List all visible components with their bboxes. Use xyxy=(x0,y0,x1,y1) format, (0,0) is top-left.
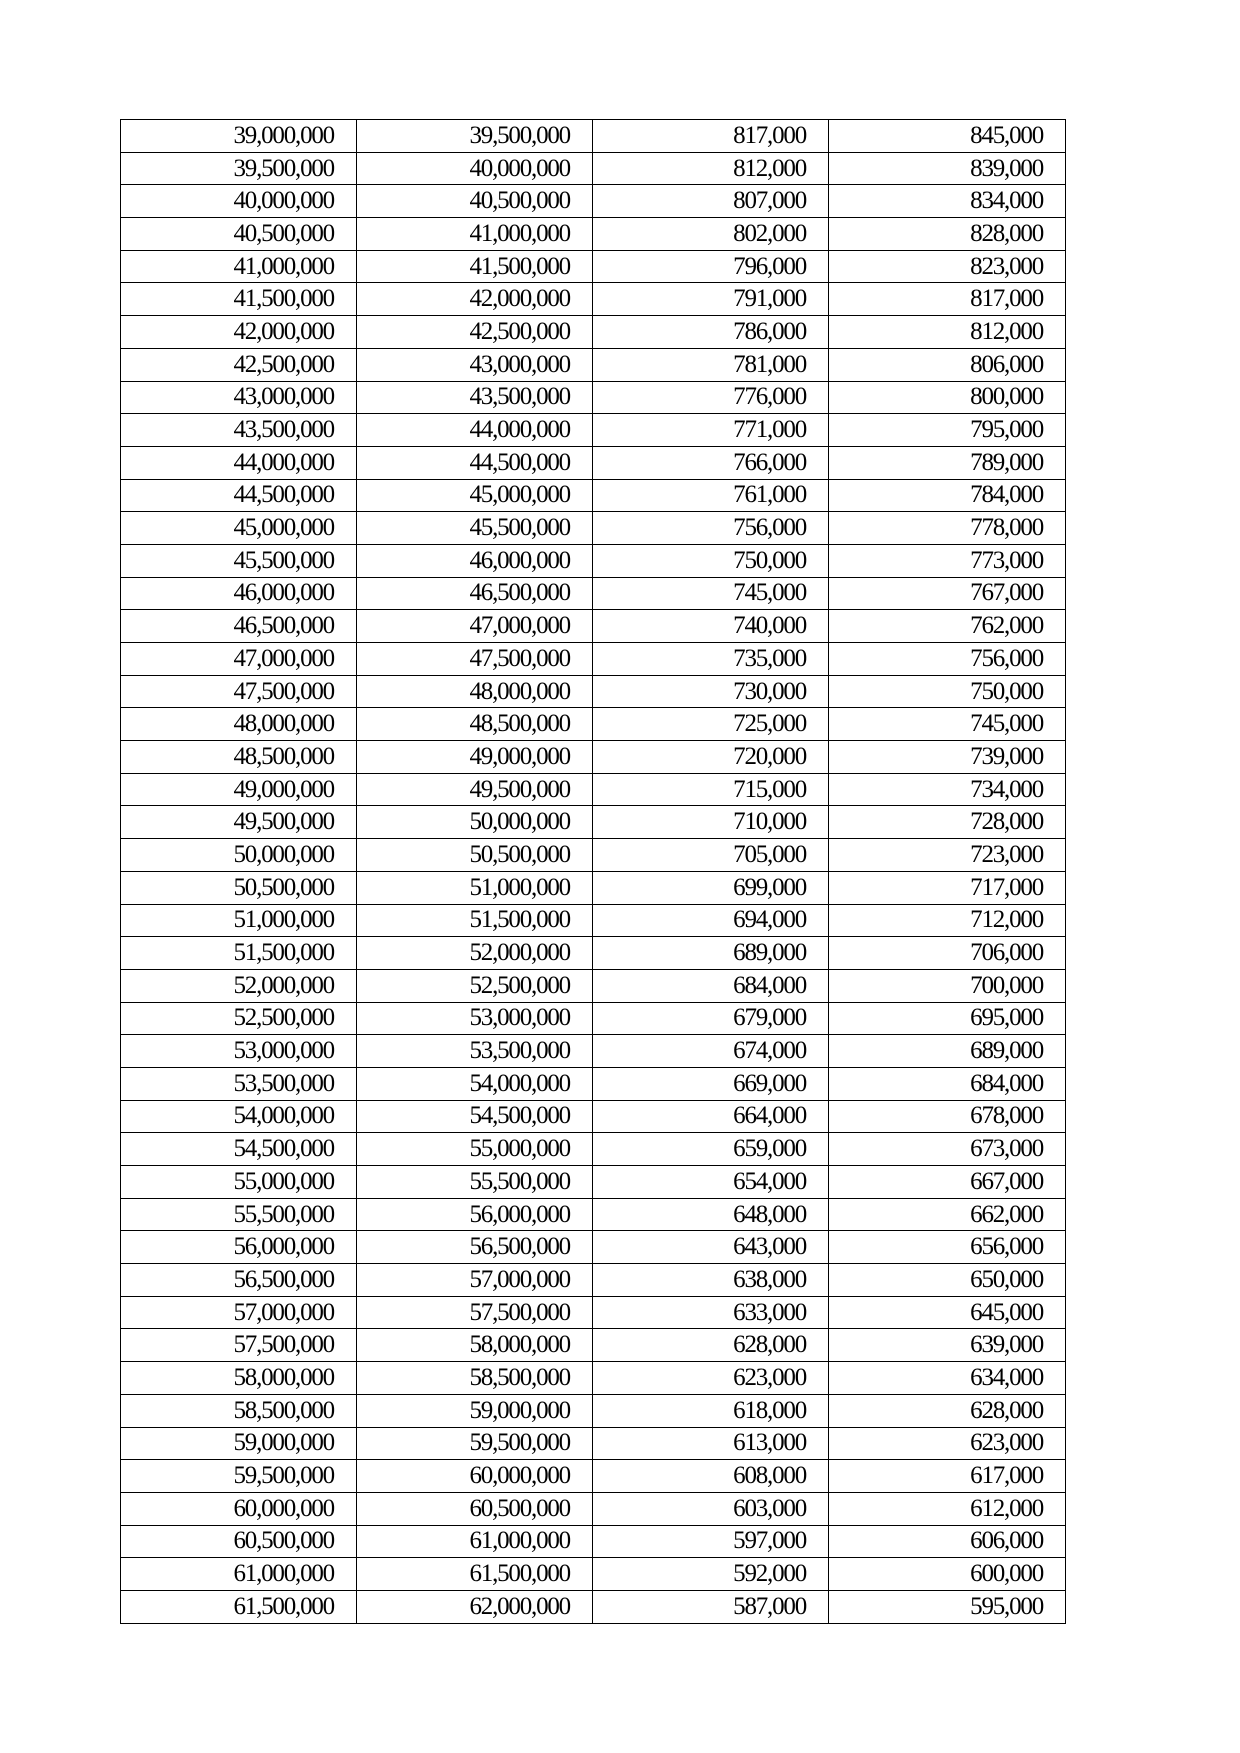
table-cell: 730,000 xyxy=(593,675,829,708)
table-body xyxy=(121,120,1066,1624)
table-cell: 717,000 xyxy=(829,871,1066,904)
table-cell: 47,500,000 xyxy=(121,675,357,708)
table-cell: 776,000 xyxy=(593,381,829,414)
table-cell: 806,000 xyxy=(829,348,1066,381)
table-row xyxy=(121,1460,1066,1493)
table-cell: 45,500,000 xyxy=(121,544,357,577)
table-cell: 58,000,000 xyxy=(357,1329,593,1362)
table-cell: 623,000 xyxy=(829,1427,1066,1460)
table-row xyxy=(121,1329,1066,1362)
table-row xyxy=(121,152,1066,185)
table-cell: 57,500,000 xyxy=(121,1329,357,1362)
table-cell: 612,000 xyxy=(829,1492,1066,1525)
table-row xyxy=(121,185,1066,218)
table-row xyxy=(121,1100,1066,1133)
table-cell: 47,500,000 xyxy=(357,643,593,676)
table-cell: 45,500,000 xyxy=(357,512,593,545)
table-cell: 55,000,000 xyxy=(121,1166,357,1199)
table-cell: 55,500,000 xyxy=(357,1166,593,1199)
table-row xyxy=(121,577,1066,610)
table-cell: 54,000,000 xyxy=(357,1067,593,1100)
table-cell: 41,500,000 xyxy=(121,283,357,316)
table-row xyxy=(121,348,1066,381)
table-cell: 50,000,000 xyxy=(121,839,357,872)
table-cell: 802,000 xyxy=(593,218,829,251)
table-cell: 595,000 xyxy=(829,1590,1066,1623)
table-cell: 694,000 xyxy=(593,904,829,937)
table-cell: 48,500,000 xyxy=(121,741,357,774)
table-cell: 43,500,000 xyxy=(357,381,593,414)
table-cell: 42,000,000 xyxy=(357,283,593,316)
table-cell: 46,000,000 xyxy=(357,544,593,577)
table-cell: 800,000 xyxy=(829,381,1066,414)
table-row xyxy=(121,544,1066,577)
table-cell: 48,000,000 xyxy=(121,708,357,741)
table-cell: 750,000 xyxy=(829,675,1066,708)
table-cell: 712,000 xyxy=(829,904,1066,937)
table-row xyxy=(121,675,1066,708)
table-cell: 735,000 xyxy=(593,643,829,676)
table-cell: 58,500,000 xyxy=(357,1362,593,1395)
table-cell: 761,000 xyxy=(593,479,829,512)
table-cell: 49,500,000 xyxy=(121,806,357,839)
table-cell: 674,000 xyxy=(593,1035,829,1068)
table-cell: 817,000 xyxy=(829,283,1066,316)
table-cell: 723,000 xyxy=(829,839,1066,872)
table-cell: 771,000 xyxy=(593,414,829,447)
table-cell: 613,000 xyxy=(593,1427,829,1460)
table-cell: 643,000 xyxy=(593,1231,829,1264)
table-cell: 766,000 xyxy=(593,446,829,479)
table-cell: 40,000,000 xyxy=(121,185,357,218)
table-cell: 669,000 xyxy=(593,1067,829,1100)
table-cell: 57,000,000 xyxy=(121,1296,357,1329)
table-cell: 628,000 xyxy=(593,1329,829,1362)
table-cell: 44,000,000 xyxy=(121,446,357,479)
table-cell: 656,000 xyxy=(829,1231,1066,1264)
table-cell: 49,500,000 xyxy=(357,773,593,806)
table-cell: 628,000 xyxy=(829,1394,1066,1427)
table-cell: 52,500,000 xyxy=(357,969,593,1002)
table-cell: 834,000 xyxy=(829,185,1066,218)
table-cell: 62,000,000 xyxy=(357,1590,593,1623)
table-cell: 664,000 xyxy=(593,1100,829,1133)
table-cell: 734,000 xyxy=(829,773,1066,806)
table-row xyxy=(121,250,1066,283)
table-cell: 600,000 xyxy=(829,1558,1066,1591)
table-cell: 807,000 xyxy=(593,185,829,218)
table-cell: 745,000 xyxy=(593,577,829,610)
document-page xyxy=(120,119,1065,1624)
table-cell: 667,000 xyxy=(829,1166,1066,1199)
table-cell: 60,000,000 xyxy=(357,1460,593,1493)
table-cell: 61,500,000 xyxy=(121,1590,357,1623)
table-cell: 817,000 xyxy=(593,120,829,153)
table-cell: 47,000,000 xyxy=(121,643,357,676)
table-row xyxy=(121,839,1066,872)
table-cell: 756,000 xyxy=(593,512,829,545)
table-cell: 633,000 xyxy=(593,1296,829,1329)
table-cell: 53,500,000 xyxy=(357,1035,593,1068)
table-cell: 60,000,000 xyxy=(121,1492,357,1525)
table-row xyxy=(121,1002,1066,1035)
table-cell: 839,000 xyxy=(829,152,1066,185)
table-cell: 48,000,000 xyxy=(357,675,593,708)
table-cell: 592,000 xyxy=(593,1558,829,1591)
table-cell: 828,000 xyxy=(829,218,1066,251)
table-cell: 608,000 xyxy=(593,1460,829,1493)
table-row xyxy=(121,741,1066,774)
table-row xyxy=(121,446,1066,479)
table-cell: 55,000,000 xyxy=(357,1133,593,1166)
table-cell: 39,500,000 xyxy=(357,120,593,153)
table-cell: 56,000,000 xyxy=(357,1198,593,1231)
table-cell: 39,000,000 xyxy=(121,120,357,153)
table-cell: 762,000 xyxy=(829,610,1066,643)
table-cell: 654,000 xyxy=(593,1166,829,1199)
table-row xyxy=(121,1067,1066,1100)
table-cell: 61,500,000 xyxy=(357,1558,593,1591)
table-cell: 52,000,000 xyxy=(357,937,593,970)
table-cell: 638,000 xyxy=(593,1264,829,1297)
table-cell: 59,500,000 xyxy=(357,1427,593,1460)
table-cell: 720,000 xyxy=(593,741,829,774)
table-row xyxy=(121,871,1066,904)
table-cell: 618,000 xyxy=(593,1394,829,1427)
table-cell: 44,500,000 xyxy=(121,479,357,512)
table-cell: 689,000 xyxy=(593,937,829,970)
table-cell: 705,000 xyxy=(593,839,829,872)
table-row xyxy=(121,1394,1066,1427)
table-cell: 48,500,000 xyxy=(357,708,593,741)
table-row xyxy=(121,1133,1066,1166)
table-cell: 715,000 xyxy=(593,773,829,806)
table-cell: 684,000 xyxy=(829,1067,1066,1100)
table-cell: 39,500,000 xyxy=(121,152,357,185)
table-cell: 40,000,000 xyxy=(357,152,593,185)
table-cell: 46,500,000 xyxy=(121,610,357,643)
table-cell: 49,000,000 xyxy=(357,741,593,774)
table-cell: 56,500,000 xyxy=(357,1231,593,1264)
table-cell: 740,000 xyxy=(593,610,829,643)
table-cell: 812,000 xyxy=(593,152,829,185)
table-cell: 41,500,000 xyxy=(357,250,593,283)
table-cell: 53,000,000 xyxy=(357,1002,593,1035)
table-cell: 57,000,000 xyxy=(357,1264,593,1297)
table-row xyxy=(121,283,1066,316)
table-cell: 650,000 xyxy=(829,1264,1066,1297)
table-cell: 59,000,000 xyxy=(357,1394,593,1427)
table-cell: 756,000 xyxy=(829,643,1066,676)
table-cell: 784,000 xyxy=(829,479,1066,512)
table-cell: 58,500,000 xyxy=(121,1394,357,1427)
table-cell: 45,000,000 xyxy=(121,512,357,545)
table-cell: 689,000 xyxy=(829,1035,1066,1068)
table-cell: 52,000,000 xyxy=(121,969,357,1002)
table-cell: 700,000 xyxy=(829,969,1066,1002)
table-row xyxy=(121,1035,1066,1068)
table-row xyxy=(121,610,1066,643)
table-row xyxy=(121,1296,1066,1329)
table-cell: 50,500,000 xyxy=(121,871,357,904)
table-cell: 57,500,000 xyxy=(357,1296,593,1329)
table-cell: 55,500,000 xyxy=(121,1198,357,1231)
table-row xyxy=(121,1558,1066,1591)
table-cell: 51,000,000 xyxy=(121,904,357,937)
table-cell: 659,000 xyxy=(593,1133,829,1166)
table-cell: 684,000 xyxy=(593,969,829,1002)
table-row xyxy=(121,316,1066,349)
table-row xyxy=(121,1198,1066,1231)
table-row xyxy=(121,904,1066,937)
table-row xyxy=(121,120,1066,153)
table-cell: 728,000 xyxy=(829,806,1066,839)
table-cell: 54,500,000 xyxy=(121,1133,357,1166)
table-row xyxy=(121,381,1066,414)
table-cell: 781,000 xyxy=(593,348,829,381)
table-cell: 823,000 xyxy=(829,250,1066,283)
table-cell: 42,000,000 xyxy=(121,316,357,349)
table-cell: 845,000 xyxy=(829,120,1066,153)
table-row xyxy=(121,1166,1066,1199)
table-cell: 59,500,000 xyxy=(121,1460,357,1493)
table-cell: 750,000 xyxy=(593,544,829,577)
table-cell: 40,500,000 xyxy=(121,218,357,251)
table-row xyxy=(121,1362,1066,1395)
table-cell: 50,500,000 xyxy=(357,839,593,872)
table-cell: 44,500,000 xyxy=(357,446,593,479)
table-cell: 51,500,000 xyxy=(357,904,593,937)
table-row xyxy=(121,643,1066,676)
table-cell: 54,500,000 xyxy=(357,1100,593,1133)
table-cell: 49,000,000 xyxy=(121,773,357,806)
table-row xyxy=(121,1590,1066,1623)
table-cell: 40,500,000 xyxy=(357,185,593,218)
table-cell: 796,000 xyxy=(593,250,829,283)
table-cell: 61,000,000 xyxy=(121,1558,357,1591)
table-row xyxy=(121,1427,1066,1460)
table-cell: 745,000 xyxy=(829,708,1066,741)
table-cell: 58,000,000 xyxy=(121,1362,357,1395)
table-cell: 41,000,000 xyxy=(357,218,593,251)
table-row xyxy=(121,479,1066,512)
table-cell: 710,000 xyxy=(593,806,829,839)
table-row xyxy=(121,512,1066,545)
table-cell: 634,000 xyxy=(829,1362,1066,1395)
table-row xyxy=(121,1264,1066,1297)
table-cell: 46,000,000 xyxy=(121,577,357,610)
table-cell: 587,000 xyxy=(593,1590,829,1623)
table-cell: 51,500,000 xyxy=(121,937,357,970)
table-cell: 47,000,000 xyxy=(357,610,593,643)
table-cell: 791,000 xyxy=(593,283,829,316)
table-cell: 617,000 xyxy=(829,1460,1066,1493)
table-row xyxy=(121,218,1066,251)
table-cell: 597,000 xyxy=(593,1525,829,1558)
table-cell: 43,000,000 xyxy=(357,348,593,381)
table-cell: 786,000 xyxy=(593,316,829,349)
table-cell: 61,000,000 xyxy=(357,1525,593,1558)
table-cell: 699,000 xyxy=(593,871,829,904)
table-cell: 53,500,000 xyxy=(121,1067,357,1100)
table-cell: 773,000 xyxy=(829,544,1066,577)
table-cell: 59,000,000 xyxy=(121,1427,357,1460)
table-cell: 42,500,000 xyxy=(357,316,593,349)
table-cell: 662,000 xyxy=(829,1198,1066,1231)
table-cell: 51,000,000 xyxy=(357,871,593,904)
table-cell: 60,500,000 xyxy=(357,1492,593,1525)
table-row xyxy=(121,806,1066,839)
table-cell: 53,000,000 xyxy=(121,1035,357,1068)
table-cell: 679,000 xyxy=(593,1002,829,1035)
table-cell: 812,000 xyxy=(829,316,1066,349)
table-cell: 54,000,000 xyxy=(121,1100,357,1133)
table-cell: 56,000,000 xyxy=(121,1231,357,1264)
table-cell: 706,000 xyxy=(829,937,1066,970)
table-cell: 43,000,000 xyxy=(121,381,357,414)
table-row xyxy=(121,937,1066,970)
table-cell: 778,000 xyxy=(829,512,1066,545)
table-cell: 52,500,000 xyxy=(121,1002,357,1035)
table-row xyxy=(121,414,1066,447)
table-cell: 50,000,000 xyxy=(357,806,593,839)
table-cell: 43,500,000 xyxy=(121,414,357,447)
data-table xyxy=(120,119,1066,1624)
table-cell: 767,000 xyxy=(829,577,1066,610)
table-cell: 56,500,000 xyxy=(121,1264,357,1297)
table-cell: 678,000 xyxy=(829,1100,1066,1133)
table-cell: 648,000 xyxy=(593,1198,829,1231)
table-cell: 725,000 xyxy=(593,708,829,741)
table-cell: 789,000 xyxy=(829,446,1066,479)
table-cell: 46,500,000 xyxy=(357,577,593,610)
table-cell: 645,000 xyxy=(829,1296,1066,1329)
table-cell: 606,000 xyxy=(829,1525,1066,1558)
table-cell: 795,000 xyxy=(829,414,1066,447)
table-row xyxy=(121,1231,1066,1264)
table-cell: 639,000 xyxy=(829,1329,1066,1362)
table-cell: 60,500,000 xyxy=(121,1525,357,1558)
table-row xyxy=(121,773,1066,806)
table-cell: 623,000 xyxy=(593,1362,829,1395)
table-row xyxy=(121,1492,1066,1525)
table-row xyxy=(121,969,1066,1002)
table-cell: 739,000 xyxy=(829,741,1066,774)
table-row xyxy=(121,708,1066,741)
table-cell: 603,000 xyxy=(593,1492,829,1525)
table-cell: 673,000 xyxy=(829,1133,1066,1166)
table-cell: 44,000,000 xyxy=(357,414,593,447)
table-cell: 45,000,000 xyxy=(357,479,593,512)
table-cell: 41,000,000 xyxy=(121,250,357,283)
table-cell: 42,500,000 xyxy=(121,348,357,381)
table-cell: 695,000 xyxy=(829,1002,1066,1035)
table-row xyxy=(121,1525,1066,1558)
